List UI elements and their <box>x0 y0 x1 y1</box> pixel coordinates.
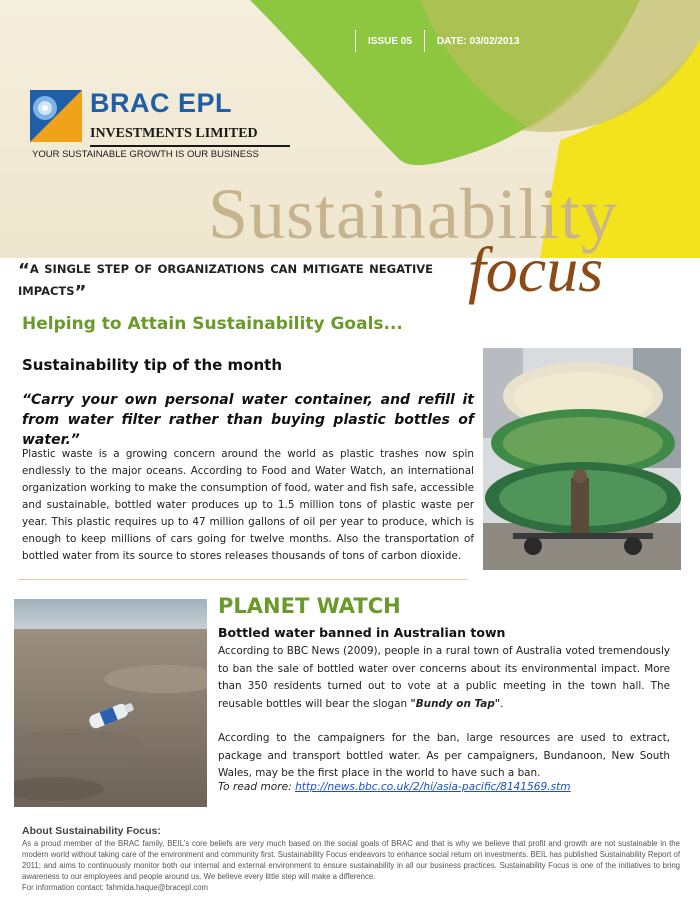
planet-watch-title: PLANET WATCH <box>218 594 401 618</box>
about-section <box>22 825 680 893</box>
bottle-on-beach-photo <box>14 599 207 807</box>
intro-quote <box>18 259 433 303</box>
issue-number: ISSUE 05 <box>368 35 412 47</box>
planet-watch-slogan: "Bundy on Tap" <box>410 697 501 710</box>
read-more-label: To read more: <box>218 781 296 793</box>
section-divider <box>18 579 468 580</box>
brand-rule <box>90 145 290 147</box>
planet-watch-para1-text: According to BBC News (2009), people in a rural town of Australia voted tremendously to ban the sale of bottled water over concerns about its environmental impact. More than 350 residents turned out to vote at a public meeting in the town hall. The reusable bottles will bear the slogan <box>218 645 670 710</box>
issue-date-bar <box>355 30 532 52</box>
quote-open: “ <box>18 260 30 281</box>
brac-logo-icon <box>30 90 82 142</box>
planet-watch-paragraph-1 <box>218 643 670 713</box>
plastic-bottles-cart-photo <box>483 348 681 570</box>
brand-subtitle: INVESTMENTS LIMITED <box>90 126 258 141</box>
read-more-link[interactable]: http://news.bbc.co.uk/2/hi/asia-pacific/8141569.stm <box>295 781 571 793</box>
brand-name: BRAC EPL <box>90 88 233 118</box>
brand-tagline: YOUR SUSTAINABLE GROWTH IS OUR BUSINESS <box>32 149 259 160</box>
issue-date: DATE: 03/02/2013 <box>436 35 520 47</box>
about-contact: For information contact: fahmida.haque@bracepl.com <box>22 883 209 892</box>
read-more-line <box>218 781 571 793</box>
planet-watch-paragraph-2: According to the campaigners for the ban, large resources are used to extract, package and transport bottled water. As per campaigners, Bundanoon, New South Wales, may be the first place in the world to have such a ban. <box>218 732 670 779</box>
tip-heading: Sustainability tip of the month <box>22 356 283 374</box>
planet-watch-headline: Bottled water banned in Australian town <box>218 625 506 640</box>
tip-quote: “Carry your own personal water container, and refill it from water filter rather than buying plastic bottles of water.” <box>22 392 474 448</box>
about-heading: About Sustainability Focus: <box>22 825 161 837</box>
quote-close: ” <box>74 282 87 303</box>
about-body: As a proud member of the BRAC family, BEIL’s core beliefs are very much based on the social goals of BRAC and that is why we believe that profit and growth are not sustainable in the modern world without taking care of the environment and community first. Sustainability Focus endeavors to enhance social return on investments. BEIL has published Sustainability Report of 2011; and aims to continuously monitor both our internal and external environment to ensure sustainability in all our business practices. Sustainability Focus is one of the initiatives to bring awareness to our employees and people around us. We believe every little step will make a difference. <box>22 839 680 881</box>
planet-watch-para1-end: . <box>500 697 504 710</box>
masthead-title: Sustainability <box>208 174 618 254</box>
tip-body: Plastic waste is a growing concern around the world as plastic trashes now spin endlessly to the major oceans. According to Food and Water Watch, an international organization working to make the consumption of food, water and fish safe, accessible and sustainable, bottled water produces up to 1.5 million tons of plastic waste per year. This plastic requires up to 47 million gallons of oil per year to produce, which is enough to keep millions of cars going for twelve months. Also the transportation of bottled water from its source to stores releases thousands of tons of carbon dioxide. <box>22 448 474 562</box>
intro-quote-text: A SINGLE STEP OF ORGANIZATIONS CAN MITIGATE NEGATIVE IMPACTS <box>18 262 433 298</box>
planet-watch-body <box>218 643 670 800</box>
section-title: Helping to Attain Sustainability Goals... <box>22 314 403 334</box>
masthead-focus: focus <box>468 234 604 305</box>
